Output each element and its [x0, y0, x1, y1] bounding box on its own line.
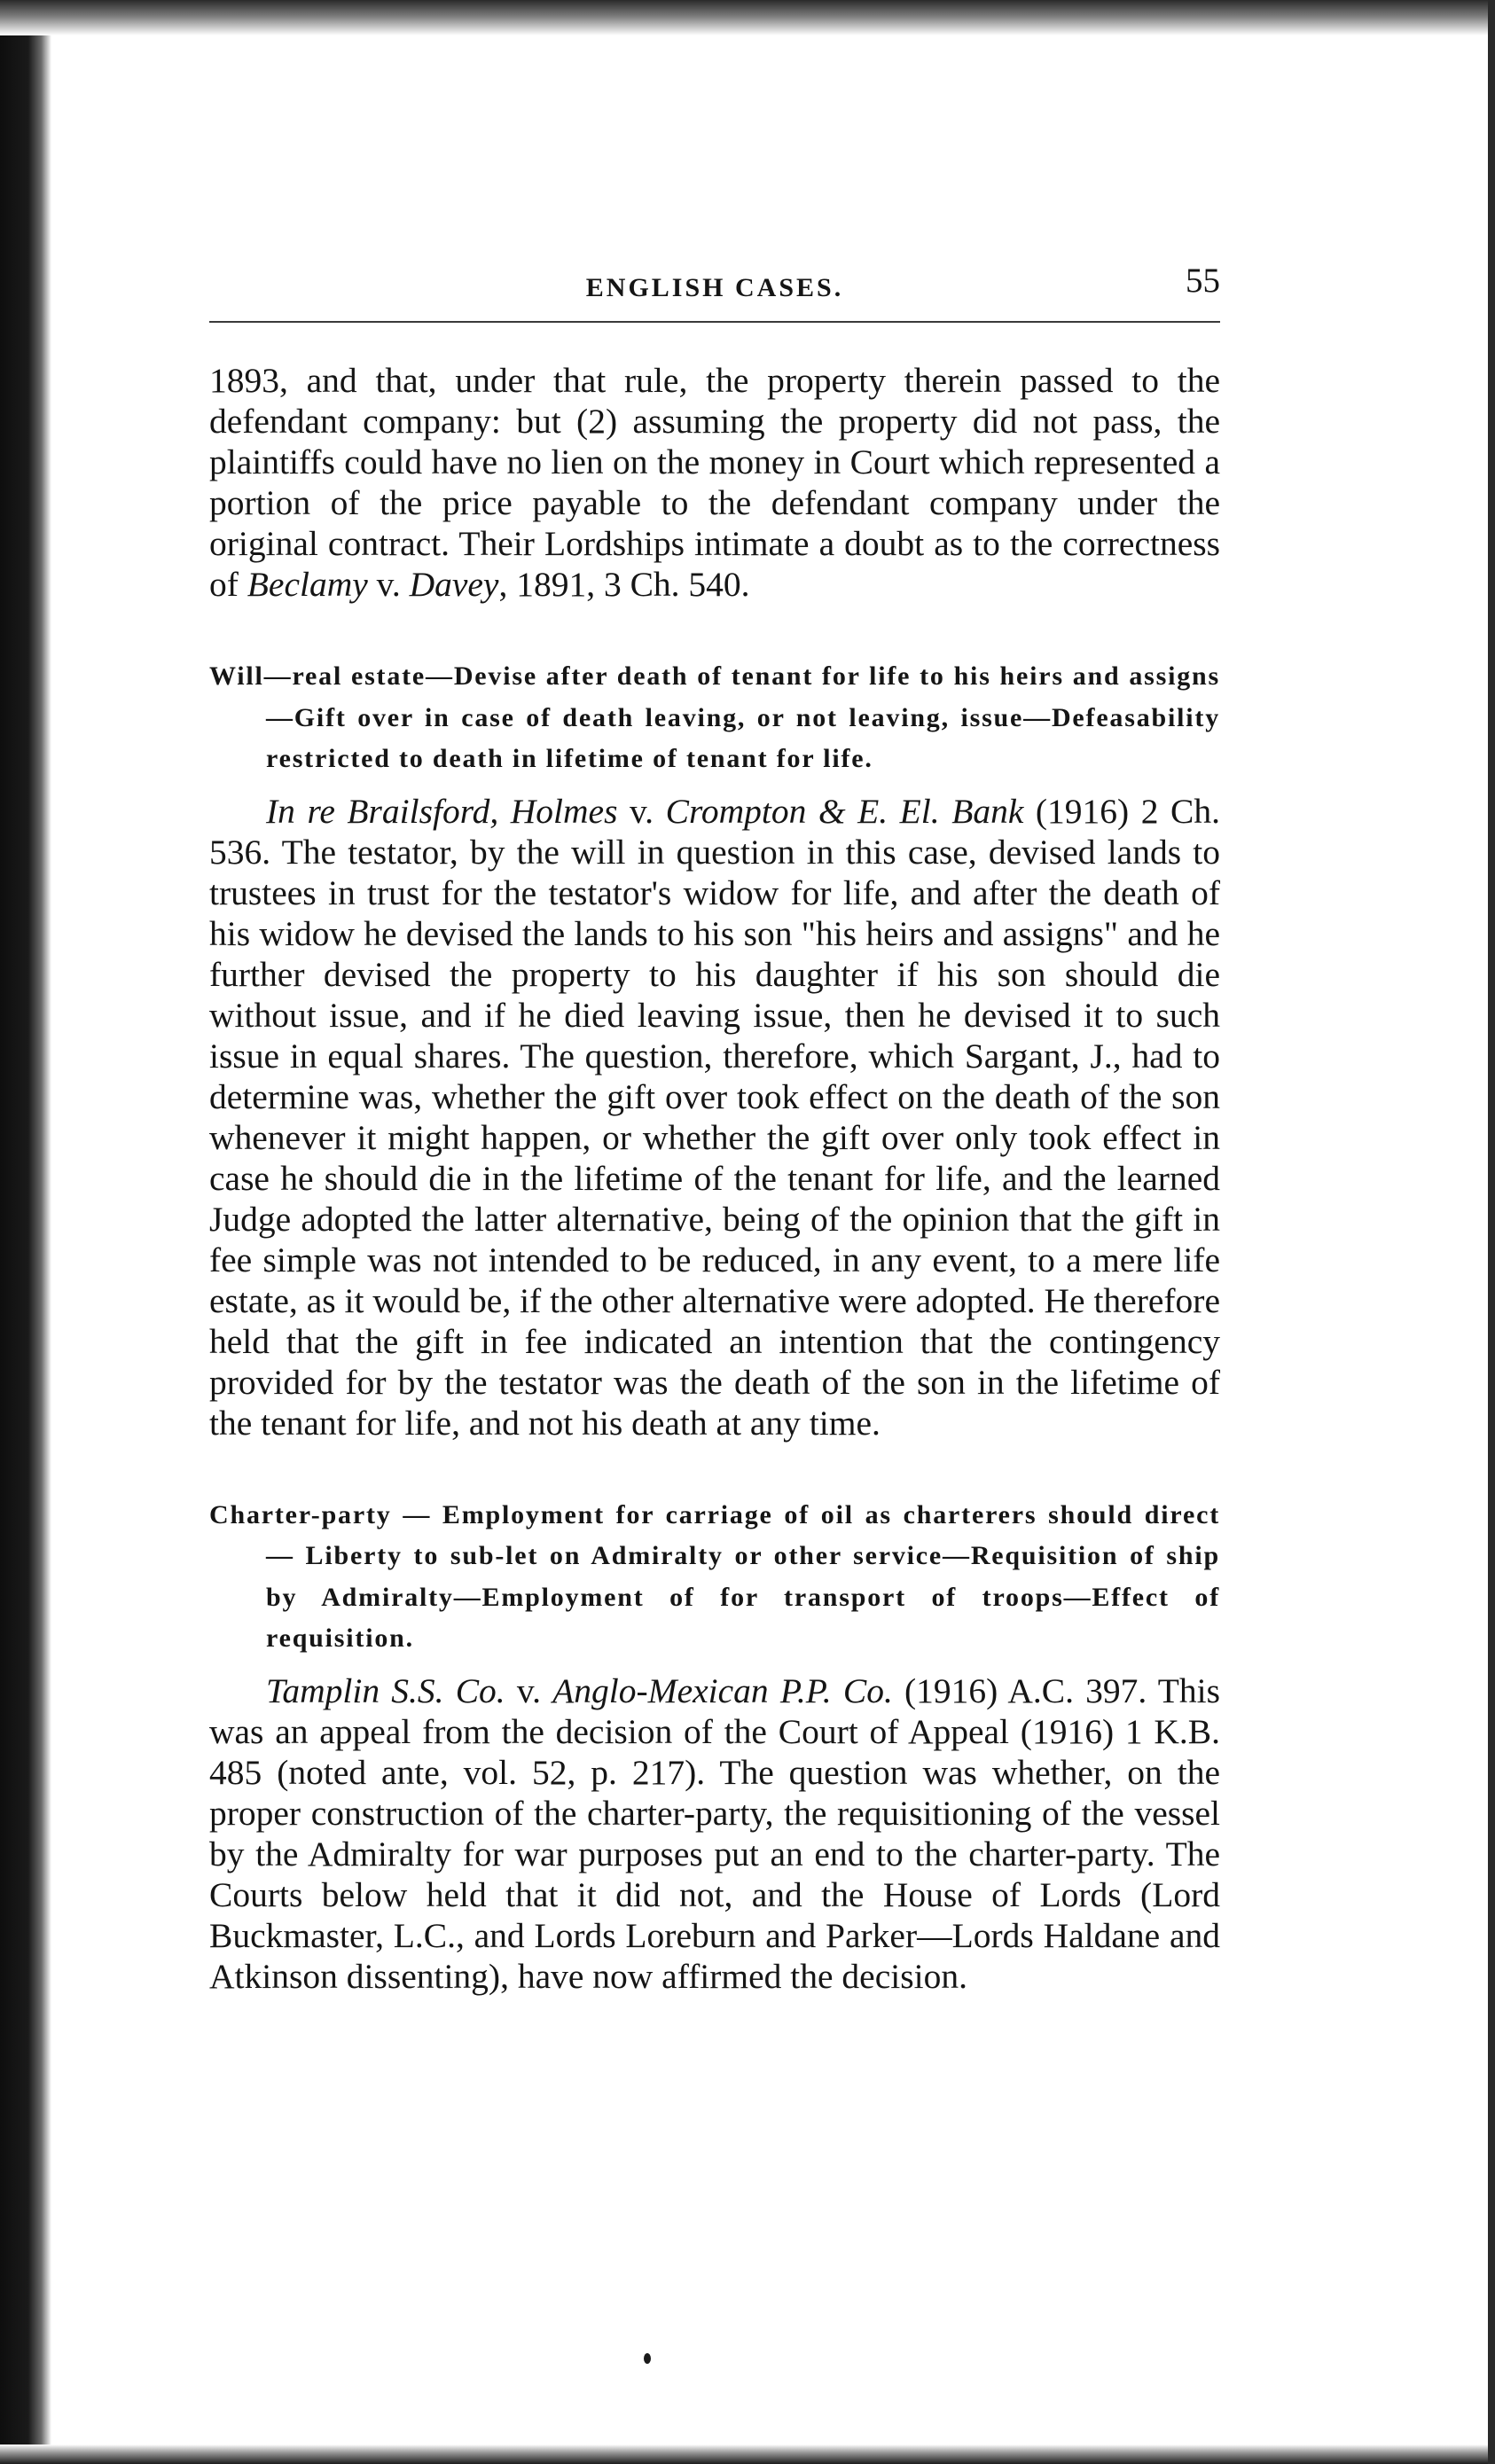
paragraph-continued [209, 360, 1220, 605]
case-name-plaintiff: Tamplin S.S. Co. [266, 1670, 505, 1710]
scan-border-top [0, 0, 1495, 35]
section-heading-charter-party: Charter-party — Employment for carriage of oil as charterers should direct — Liberty to sub-let on Admiralty or other service—Requisition of ship by Admiralty—Employment of for transport of troops—Effect of requisition. [209, 1499, 1220, 1653]
versus: v. [505, 1670, 553, 1710]
document-page [209, 257, 1220, 1997]
versus: v. [617, 791, 666, 831]
scan-border-right [1488, 0, 1495, 2464]
case-name-defendant: Anglo-Mexican P.P. Co. [552, 1670, 893, 1710]
scan-border-bottom [0, 2444, 1495, 2464]
paragraph-text: (1916) A.C. 397. This was an appeal from the decision of the Court of Appeal (1916) 1 K.B. 485 (noted ante, vol. 52, p. 217). The question was whether, on the proper construction of the charter-party, the requisitioning of the vessel by the Admiralty for war purposes put an end to the charter-party. The Courts below held that it did not, and the House of Lords (Lord Buckmaster, L.C., and Lords Loreburn and Parker—Lords Haldane and Atkinson dissenting), have now affirmed the decision. [209, 1670, 1221, 1996]
paragraph-text: (1916) 2 Ch. 536. The testator, by the will in question in this case, devised lands to trustees in trust for the testator's widow for life, and after the death of his widow he devised the lands to his son "his heirs and assigns" and he further devised the property to his daughter if his son should die without issue, and if he died leaving issue, then he devised it to such issue in equal shares. The question, therefore, which Sargant, J., had to determine was, whether the gift over took effect on the death of the son whenever it might happen, or whether the gift over only took effect in case he should die in the lifetime of the tenant for life, and the learned Judge adopted the latter alternative, being of the opinion that the gift in fee simple was not intended to be reduced, in any event, to a mere life estate, as it would be, if the other alternative were adopted. He therefore held that the gift in fee indicated an intention that the contingency provided for by the testator was the death of the son in the lifetime of the tenant for life, and not his death at any time. [209, 791, 1220, 1443]
paragraph-tamplin [209, 1670, 1220, 1997]
running-title: ENGLISH CASES. [585, 273, 844, 302]
header-rule [209, 321, 1220, 323]
versus: v. [367, 565, 410, 604]
scan-border-left [0, 0, 51, 2464]
paragraph-brailsford [209, 791, 1220, 1443]
case-name-defendant: Crompton & E. El. Bank [665, 791, 1024, 831]
running-header [209, 257, 1220, 303]
page-number: 55 [1186, 262, 1220, 300]
citation: , 1891, 3 Ch. 540. [498, 565, 750, 604]
paragraph-text: 1893, and that, under that rule, the property therein passed to the defendant company: but (2) assuming the property did not pass, the plaintiffs could have no lien on the money in Court which represented a portion of the price payable to the defendant company under the original contract. Their Lordships intimate a doubt as to the correctness of [209, 361, 1220, 604]
case-name-plaintiff: Beclamy [247, 565, 368, 604]
case-name-plaintiff: In re Brailsford, Holmes [266, 791, 618, 831]
section-heading-will: Will—real estate—Devise after death of tenant for life to his heirs and assigns—Gift over in case of death leaving, or not leaving, issue—Defeasability restricted to death in lifetime of tenant for life. [209, 661, 1220, 773]
ink-speck [644, 2353, 651, 2364]
case-name-defendant: Davey [409, 565, 499, 604]
